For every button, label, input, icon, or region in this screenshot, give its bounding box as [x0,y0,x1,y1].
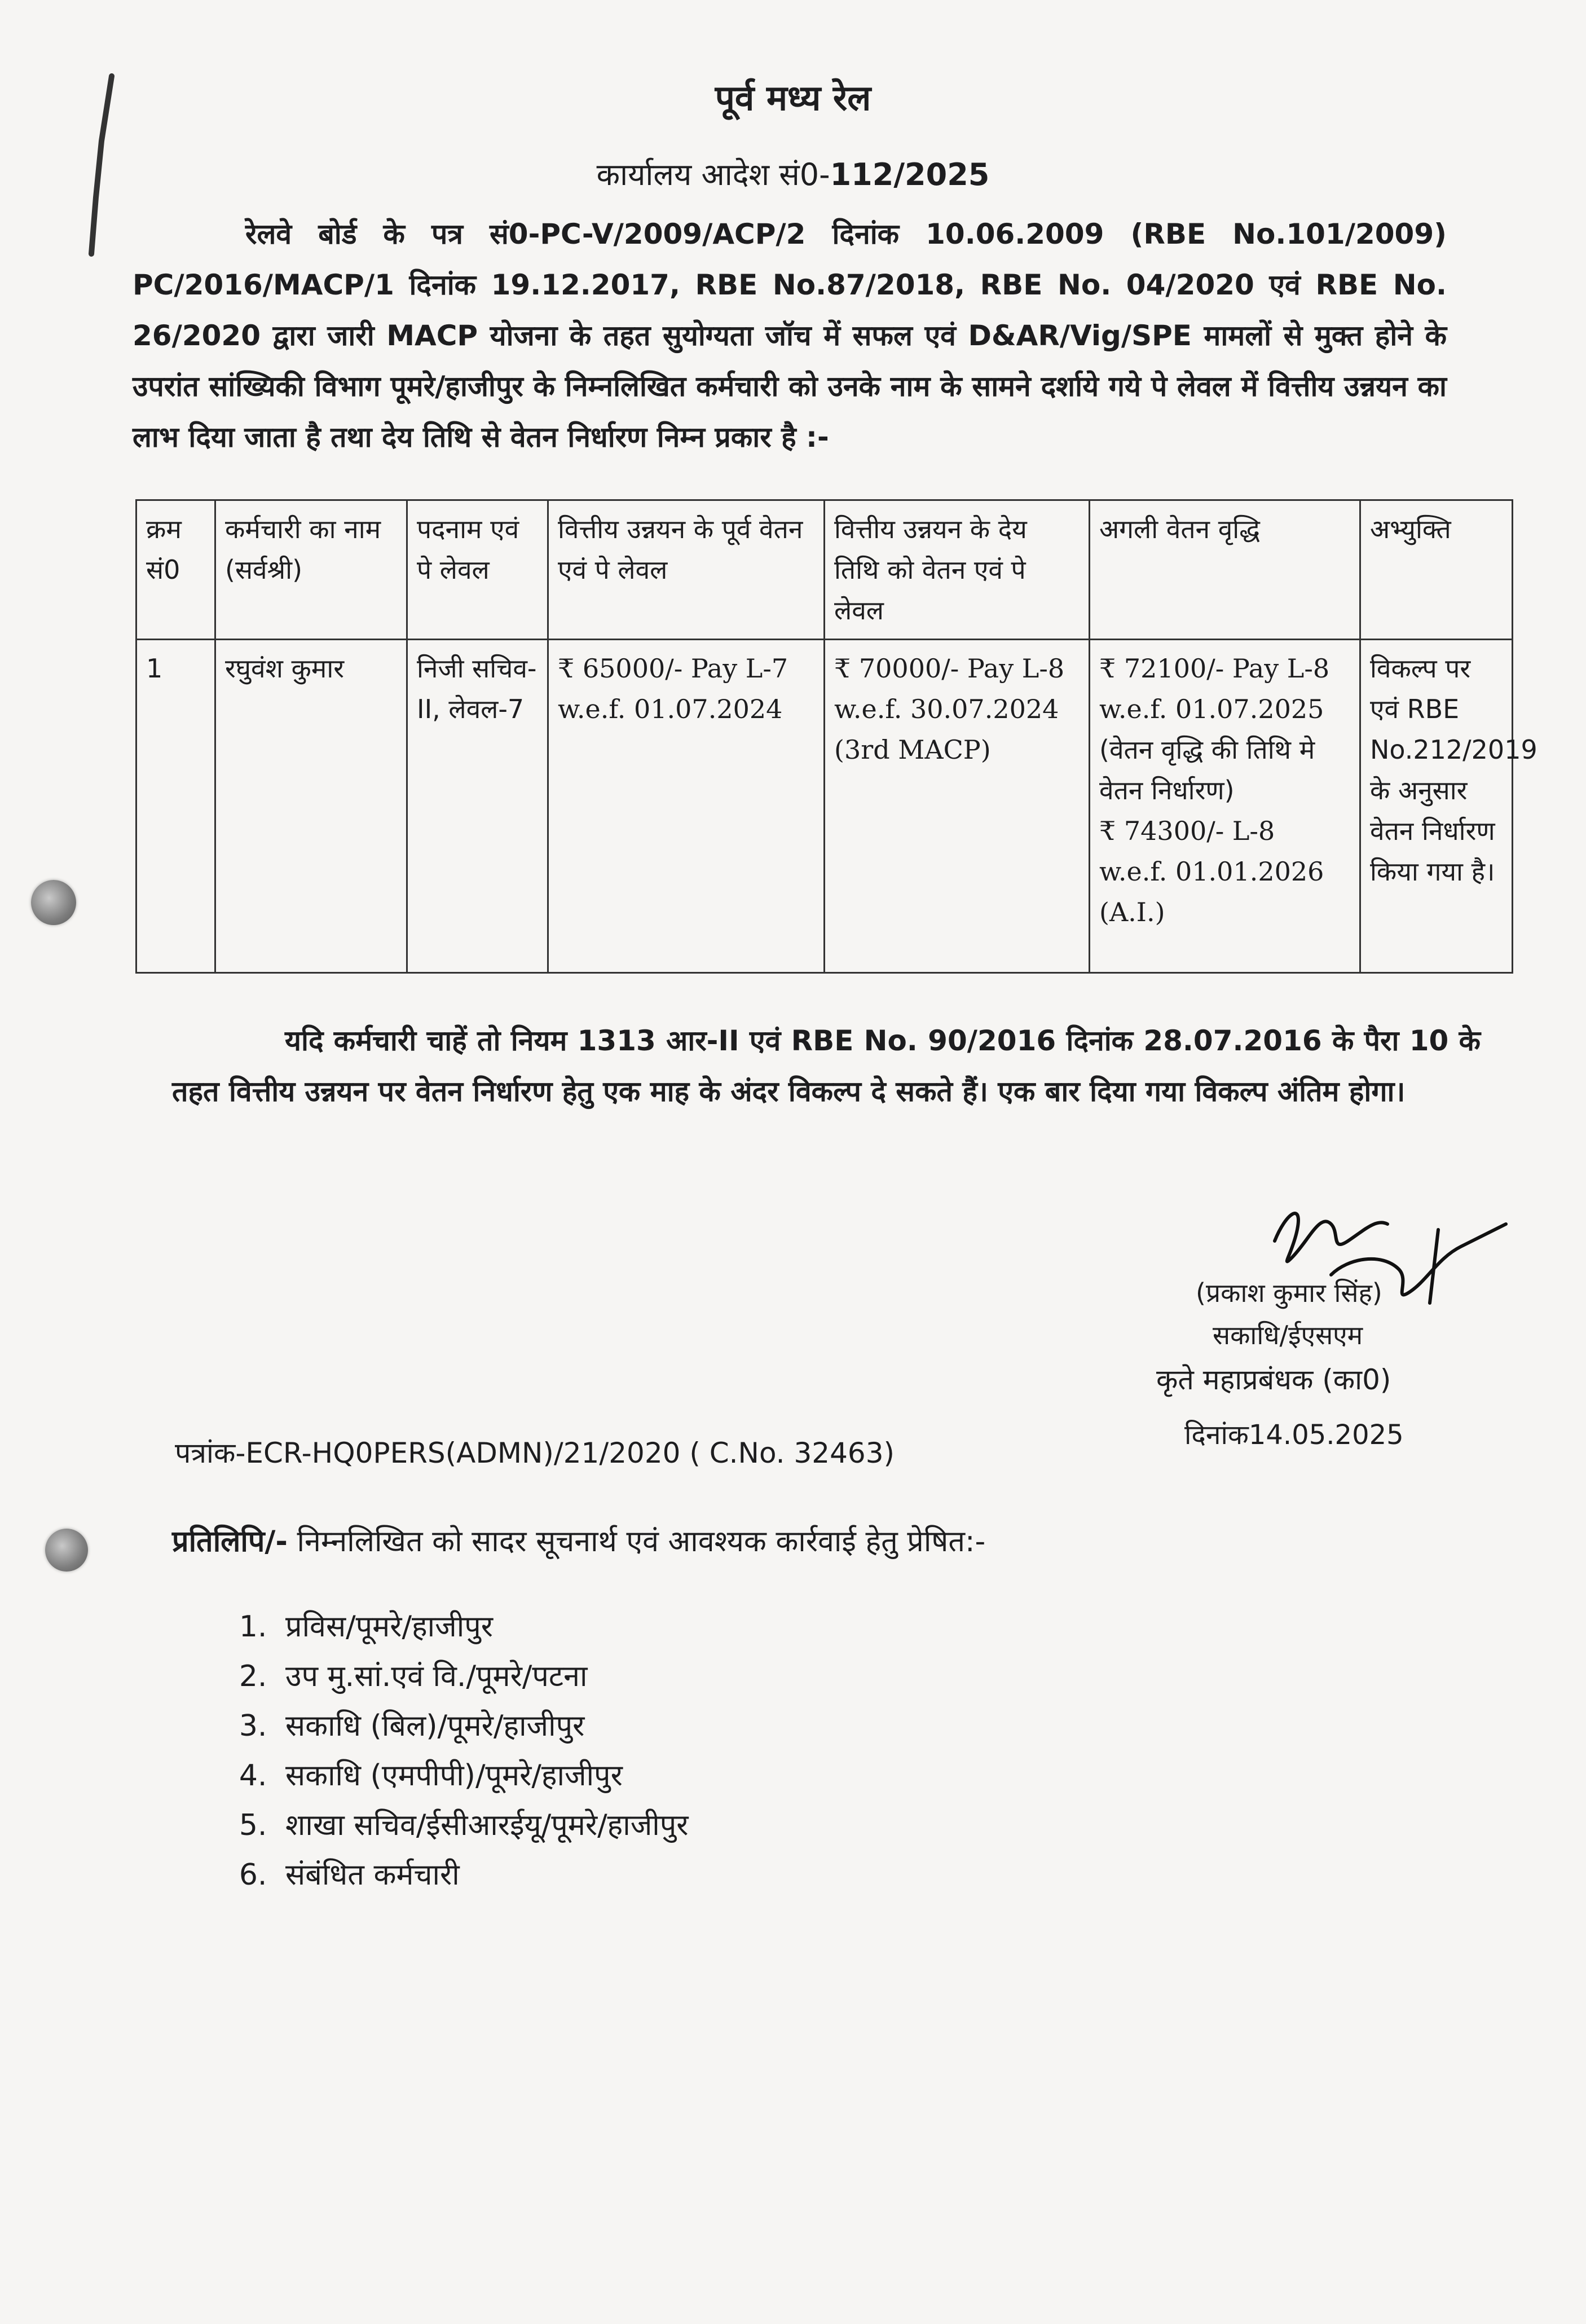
pay-fixation-table [135,499,1537,974]
header-due-pay: वित्तीय उन्नयन के देय तिथि को वेतन एवं पे लेवल [825,500,1090,640]
cell-name: रघुवंश कुमार [215,640,407,973]
cell-remarks: विकल्प पर एवं RBE No.212/2019 के अनुसार वेतन निर्धारण किया गया है। [1360,640,1513,973]
cell-next-increment [1090,640,1360,973]
order-date: दिनांक14.05.2025 [1184,1419,1404,1451]
header-name: कर्मचारी का नाम (सर्वश्री) [215,500,407,640]
punch-hole-lower [45,1529,88,1572]
list-item: 2. उप मु.सां.एवं वि./पूमरे/पटना [276,1652,689,1701]
order-number: 112/2025 [830,157,990,192]
header-pre-pay: वित्तीय उन्नयन के पूर्व वेतन एवं पे लेवल [548,500,825,640]
header-remarks: अभ्युक्ति [1360,500,1513,640]
organization-title: पूर्व मध्य रेल [715,77,871,118]
copy-to-heading [172,1520,985,1560]
office-order-number [0,152,1586,194]
cell-due-pay: ₹ 70000/- Pay L-8 w.e.f. 30.07.2024 (3rd MACP) [825,640,1090,973]
cell-serial: 1 [136,640,215,973]
signature-block [1145,1190,1512,1451]
list-item: 6. संबंधित कर्मचारी [276,1850,689,1900]
signatory-designation: सकाधि/ईएसएम [1213,1320,1363,1350]
cell-designation: निजी सचिव-II, लेवल-7 [407,640,548,973]
signatory-name: (प्रकाश कुमार सिंह) [1196,1278,1382,1308]
header-next-increment: अगली वेतन वृद्धि [1090,500,1360,640]
order-label: कार्यालय आदेश सं0- [596,157,830,192]
intro-paragraph: रेलवे बोर्ड के पत्र सं0-PC-V/2009/ACP/2 दिनांक 10.06.2009 (RBE No.101/2009) PC/2016/MACP/1 दिनांक 19.12.2017, RBE No.87/2018, RBE No. 04/2020 एवं RBE No. 26/2020 द्वारा जारी MACP योजना के तहत सुयोग्यता जॉच में सफल एवं D&AR/Vig/SPE मामलों से मुक्त होने के उपरांत सांख्यिकी विभाग पूमरे/हाजीपुर के निम्नलिखित कर्मचारी को उनके नाम के सामने दर्शाये गये पे लेवल में वित्तीय उन्नयन का लाभ दिया जाता है तथा देय तिथि से वेतन निर्धारण निम्न प्रकार है :- [133,218,1447,454]
list-item: 4. सकाधि (एमपीपी)/पूमरे/हाजीपुर [276,1751,689,1801]
next-increment-note: (वेतन वृद्धि की तिथि मे वेतन निर्धारण) [1099,734,1315,806]
cell-pre-pay: ₹ 65000/- Pay L-7 w.e.f. 01.07.2024 [548,640,825,973]
table-row [136,640,1513,973]
list-item: 3. सकाधि (बिल)/पूमरे/हाजीपुर [276,1701,689,1751]
next-increment-2: ₹ 74300/- L-8 w.e.f. 01.01.2026 [1099,816,1324,887]
header-designation: पदनाम एवं पे लेवल [407,500,548,640]
reference-number: पत्रांक-ECR-HQ0PERS(ADMN)/21/2020 ( C.No. 32463) [175,1437,895,1469]
list-item: 1. प्रविस/पूमरे/हाजीपुर [276,1602,689,1652]
header-serial: क्रम सं0 [136,500,215,640]
punch-hole-upper [31,880,76,925]
next-increment-1: ₹ 72100/- Pay L-8 w.e.f. 01.07.2025 [1099,653,1330,724]
signatory-for: कृते महाप्रबंधक (का0) [1156,1363,1391,1396]
list-item: 5. शाखा सचिव/ईसीआरईयू/पूमरे/हाजीपुर [276,1801,689,1850]
option-paragraph: यदि कर्मचारी चाहें तो नियम 1313 आर-II एवं RBE No. 90/2016 दिनांक 28.07.2016 के पैरा 10 के तहत वित्तीय उन्नयन पर वेतन निर्धारण हेतु एक माह के अंदर विकल्प दे सकते हैं। एक बार दिया गया विकल्प अंतिम होगा। [172,1024,1481,1108]
copy-to-label: प्रतिलिपि/- [172,1525,288,1559]
copy-recipients-list [214,1602,689,1900]
next-increment-3: (A.I.) [1099,897,1165,927]
table-header-row [136,500,1513,640]
copy-to-text: निम्नलिखित को सादर सूचनार्थ एवं आवश्यक कार्रवाई हेतु प्रेषित:- [297,1525,986,1559]
